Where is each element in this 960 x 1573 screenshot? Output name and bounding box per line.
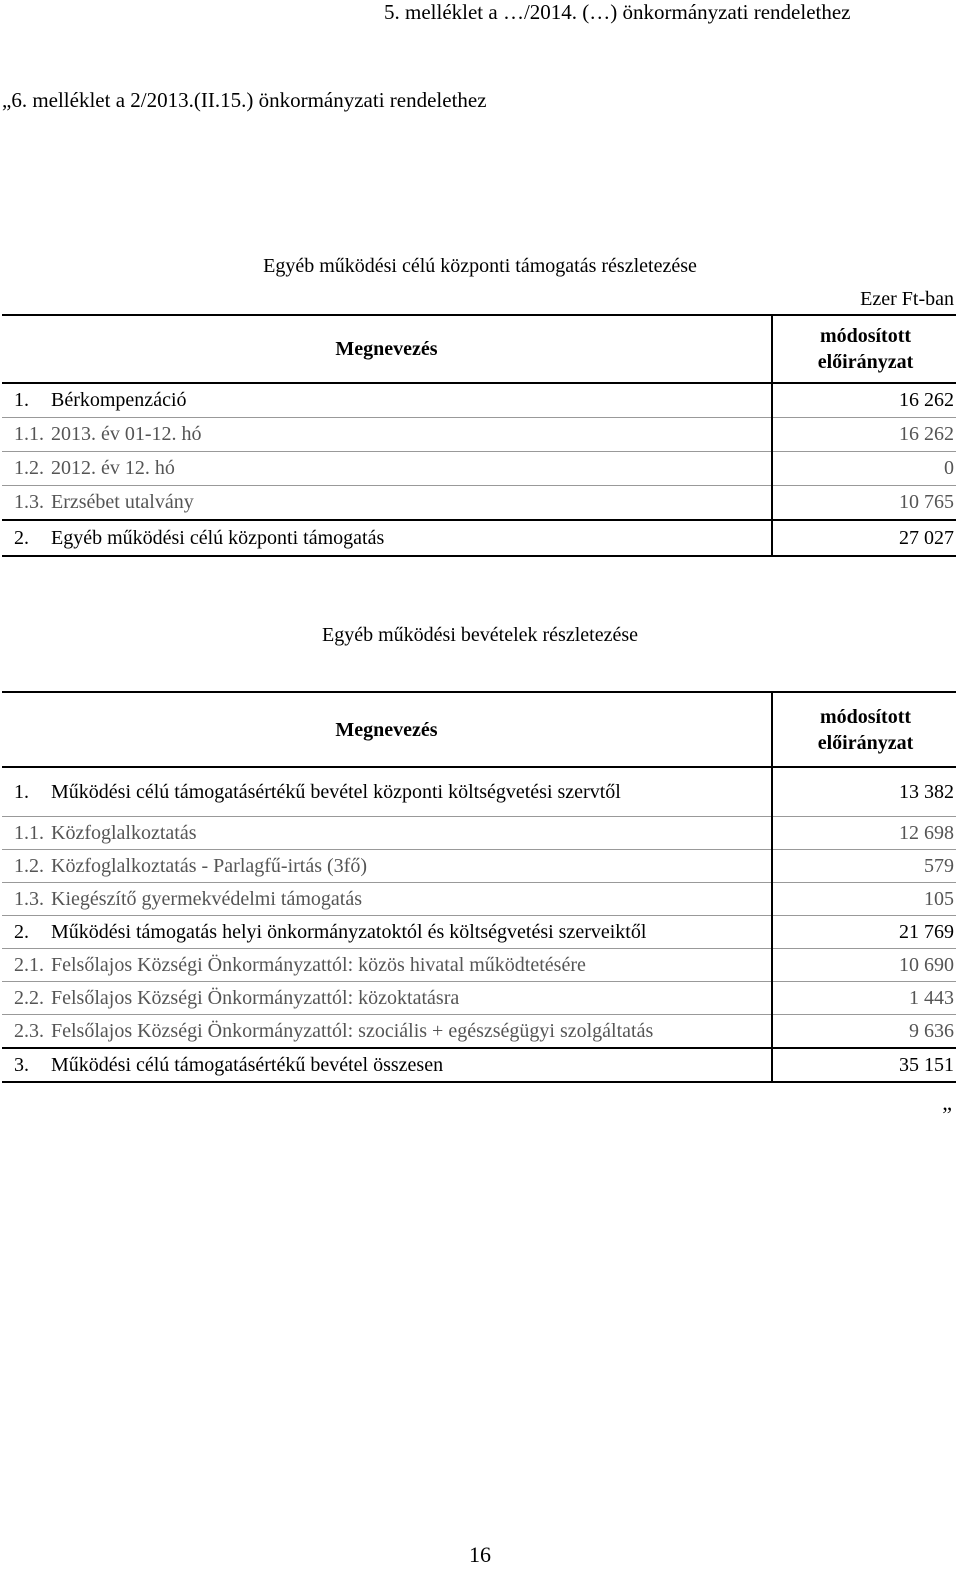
- row-label: Bérkompenzáció: [47, 383, 772, 418]
- closing-quote-mark: ”: [942, 1102, 952, 1127]
- row-value: 10 690: [772, 949, 956, 982]
- row-label: Kiegészítő gyermekvédelmi támogatás: [47, 883, 772, 916]
- row-number: 1.2.: [2, 452, 47, 486]
- row-label: Erzsébet utalvány: [47, 486, 772, 521]
- row-number: 1.: [2, 767, 47, 817]
- row-label: Működési támogatás helyi önkormányzatoktól és költségvetési szerveiktől: [47, 916, 772, 949]
- row-number: 1.3.: [2, 883, 47, 916]
- table-header-row: [2, 692, 956, 767]
- row-value: 12 698: [772, 817, 956, 850]
- row-number: 2.: [2, 916, 47, 949]
- other-revenue-table: [2, 691, 956, 1083]
- row-label: Közfoglalkoztatás: [47, 817, 772, 850]
- row-label: Felsőlajos Községi Önkormányzattól: közoktatásra: [47, 982, 772, 1015]
- table-header-row: [2, 315, 956, 383]
- section1-title: Egyéb működési célú központi támogatás részletezése: [263, 255, 697, 277]
- row-label: 2012. év 12. hó: [47, 452, 772, 486]
- table-row: [2, 418, 956, 452]
- row-number: 1.: [2, 383, 47, 418]
- row-value: 105: [772, 883, 956, 916]
- table-row: [2, 949, 956, 982]
- row-label: Egyéb működési célú központi támogatás: [47, 520, 772, 556]
- column-header-name: Megnevezés: [2, 315, 772, 383]
- table-row: [2, 883, 956, 916]
- column-header-value-line1: módosított: [819, 325, 912, 347]
- row-value: 13 382: [772, 767, 956, 817]
- row-value: 10 765: [772, 486, 956, 521]
- section2-title: Egyéb működési bevételek részletezése: [322, 624, 638, 646]
- table-row: [2, 452, 956, 486]
- row-label: Felsőlajos Községi Önkormányzattól: szociális + egészségügyi szolgáltatás: [47, 1015, 772, 1049]
- row-number: 2.2.: [2, 982, 47, 1015]
- table-row: [2, 486, 956, 521]
- table-row: [2, 1015, 956, 1049]
- table-row: [2, 383, 956, 418]
- row-number: 2.: [2, 520, 47, 556]
- page-number: 16: [469, 1542, 491, 1567]
- row-label: Működési célú támogatásértékű bevétel összesen: [47, 1048, 772, 1082]
- row-value: 16 262: [772, 418, 956, 452]
- table-row: [2, 916, 956, 949]
- row-value: 27 027: [772, 520, 956, 556]
- table-row: [2, 767, 956, 817]
- row-value: 21 769: [772, 916, 956, 949]
- row-value: 9 636: [772, 1015, 956, 1049]
- column-header-value-line1: módosított: [819, 705, 912, 728]
- row-value: 35 151: [772, 1048, 956, 1082]
- column-header-value-line2: előirányzat: [817, 351, 914, 373]
- row-number: 1.1.: [2, 817, 47, 850]
- row-number: 1.3.: [2, 486, 47, 521]
- column-header-value: [772, 315, 956, 383]
- row-number: 2.1.: [2, 949, 47, 982]
- row-number: 2.3.: [2, 1015, 47, 1049]
- central-support-table: [2, 314, 956, 557]
- table-row: [2, 982, 956, 1015]
- table-total-row: [2, 520, 956, 556]
- row-number: 1.2.: [2, 850, 47, 883]
- table-row: [2, 817, 956, 850]
- row-number: 3.: [2, 1048, 47, 1082]
- table-row: [2, 850, 956, 883]
- row-label: 2013. év 01-12. hó: [47, 418, 772, 452]
- row-label: Működési célú támogatásértékű bevétel központi költségvetési szervtől: [47, 767, 772, 817]
- row-value: 579: [772, 850, 956, 883]
- column-header-value: [772, 692, 956, 767]
- row-label: Felsőlajos Községi Önkormányzattól: közös hivatal működtetésére: [47, 949, 772, 982]
- column-header-name: Megnevezés: [2, 692, 772, 767]
- currency-unit: Ezer Ft-ban: [860, 288, 954, 310]
- amendment-reference: 5. melléklet a …/2014. (…) önkormányzati rendelethez: [384, 0, 851, 24]
- row-value: 0: [772, 452, 956, 486]
- table-total-row: [2, 1048, 956, 1082]
- annex-reference: „6. melléklet a 2/2013.(II.15.) önkormányzati rendelethez: [2, 88, 487, 112]
- column-header-value-line2: előirányzat: [817, 731, 914, 754]
- row-number: 1.1.: [2, 418, 47, 452]
- row-value: 16 262: [772, 383, 956, 418]
- row-value: 1 443: [772, 982, 956, 1015]
- row-label: Közfoglalkoztatás - Parlagfű-irtás (3fő): [47, 850, 772, 883]
